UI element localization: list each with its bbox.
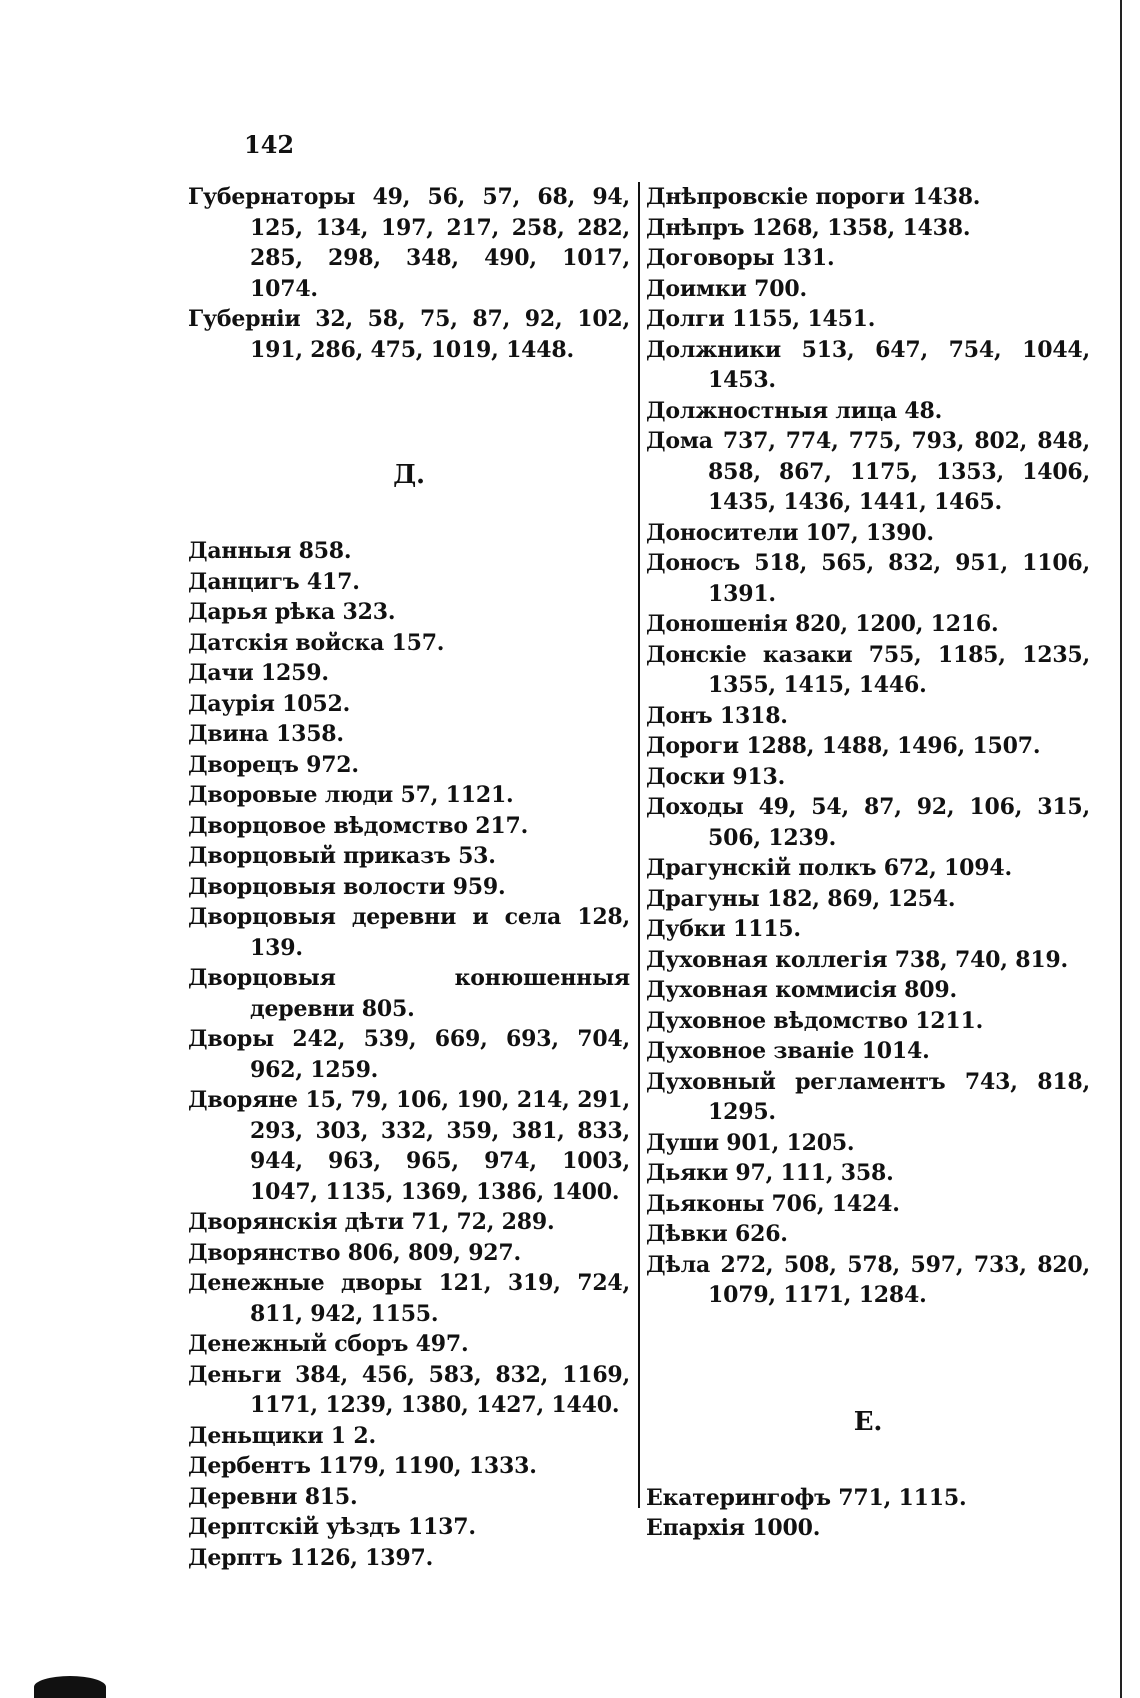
- index-entry: Деньги 384, 456, 583, 832, 1169, 1171, 1239, 1380, 1427, 1440.: [188, 1361, 630, 1418]
- index-entry: Губернаторы 49, 56, 57, 68, 94, 125, 134, 197, 217, 258, 282, 285, 298, 348, 490, 1017, 1074.: [188, 184, 630, 302]
- index-entry: Дарья рѣка 323.: [188, 599, 396, 625]
- index-entry: Дворцовыя деревни и села 128, 139.: [188, 904, 630, 961]
- index-entry: Донъ 1318.: [646, 702, 788, 729]
- index-entry: Дворцовыя волости 959.: [188, 873, 506, 900]
- index-entry: Днѣпровскіе пороги 1438.: [646, 184, 981, 210]
- right-entries-group-1: [646, 182, 1090, 1311]
- index-entry: Дьяконы 706, 1424.: [646, 1190, 900, 1217]
- index-entry: Дворцовый приказъ 53.: [188, 843, 496, 869]
- index-entry: Дворцовыя конюшенныя деревни 805.: [188, 965, 630, 1022]
- index-entry: Деревни 815.: [188, 1483, 358, 1510]
- index-entry: Доимки 700.: [646, 275, 807, 302]
- index-entry: Души 901, 1205.: [646, 1129, 855, 1156]
- index-entry: Дербентъ 1179, 1190, 1333.: [188, 1453, 537, 1479]
- index-entry: Дворовые люди 57, 1121.: [188, 782, 514, 808]
- index-entry: Датскія войска 157.: [188, 629, 445, 656]
- index-entry: Дворы 242, 539, 669, 693, 704, 962, 1259.: [188, 1026, 630, 1083]
- index-entry: Доски 913.: [646, 763, 786, 790]
- right-entries-group-2: [646, 1483, 1090, 1544]
- index-entry: Днѣпръ 1268, 1358, 1438.: [646, 214, 971, 241]
- index-entry: Дерптъ 1126, 1397.: [188, 1544, 434, 1571]
- index-entry: Долги 1155, 1451.: [646, 306, 876, 332]
- index-entry: Денежный сборъ 497.: [188, 1331, 469, 1357]
- index-entry: Дачи 1259.: [188, 660, 329, 686]
- index-entry: Доносители 107, 1390.: [646, 519, 934, 546]
- index-entry: Драгунскій полкъ 672, 1094.: [646, 855, 1012, 881]
- index-entry: Данцигъ 417.: [188, 568, 360, 595]
- index-entry: Дома 737, 774, 775, 793, 802, 848, 858, 867, 1175, 1353, 1406, 1435, 1436, 1441, 1465.: [646, 428, 1090, 515]
- index-entry: Епархія 1000.: [646, 1515, 821, 1541]
- index-entry: Должностныя лица 48.: [646, 397, 943, 424]
- index-entry: Денежные дворы 121, 319, 724, 811, 942, 1155.: [188, 1270, 630, 1327]
- index-entry: Духовное званіе 1014.: [646, 1038, 930, 1064]
- left-column: Губернаторы 49, 56, 57, 68, 94, 125, 134, 197, 217, 258, 282, 285, 298, 348, 490, 1017, 1074. Губерніи 32, 58, 75, 87, 92, 102, 191, 286, 475, 1019, 1448. Д. Данныя 858. Данцигъ 417. Дарья рѣка 323. Датскія войска 157. Дачи 1259. Даурія 1052. Двина 1358. Дворецъ 972. Дворовые люди 57, 1121. Дворцовое вѣдомство 217. Дворцовый приказъ 53. Дворцовыя волости 959. Дворцовыя деревни и села 128, 139. Дворцовыя конюшенныя деревни 805. Дворы 242, 539, 669, 693, 704, 962, 1259. Дворяне 15, 79, 106, 190, 214, 291, 293, 303, 332, 359, 381, 833, 944, 963, 965, 974, 1003, 1047, 1135, 1369, 1386, 1400. Дворянскія дѣти 71, 72, 289. Дворянство 806, 809, 927. Денежные дворы 121, 319, 724, 811, 942, 1155. Денежный сборъ 497. Деньги 384, 456, 583, 832, 1169, 1171, 1239, 1380, 1427, 1440. Деньщики 1 2. Дербентъ 1179, 1190, 1333. Деревни 815. Дерптскій уѣздъ 1137. Дерптъ 1126, 1397.: [188, 182, 630, 1573]
- index-entry: Доношенія 820, 1200, 1216.: [646, 611, 999, 637]
- index-entry: Дворянство 806, 809, 927.: [188, 1239, 521, 1266]
- index-entry: Губерніи 32, 58, 75, 87, 92, 102, 191, 286, 475, 1019, 1448.: [188, 306, 630, 363]
- index-entry: Дѣла 272, 508, 578, 597, 733, 820, 1079, 1171, 1284.: [646, 1251, 1090, 1308]
- index-entry: Духовная коммисія 809.: [646, 977, 957, 1003]
- index-entry: Дубки 1115.: [646, 916, 801, 942]
- index-entry: Договоры 131.: [646, 245, 835, 271]
- index-entry: Дворянскія дѣти 71, 72, 289.: [188, 1209, 555, 1235]
- index-entry: Деньщики 1 2.: [188, 1422, 376, 1449]
- index-entry: Драгуны 182, 869, 1254.: [646, 885, 956, 912]
- index-entry: Дворяне 15, 79, 106, 190, 214, 291, 293, 303, 332, 359, 381, 833, 944, 963, 965, 974, 1003, 1047, 1135, 1369, 1386, 1400.: [188, 1087, 630, 1205]
- index-entry: Духовный регламентъ 743, 818, 1295.: [646, 1068, 1090, 1125]
- index-entry: Двина 1358.: [188, 721, 344, 747]
- index-entry: Донскіе казаки 755, 1185, 1235, 1355, 1415, 1446.: [646, 641, 1090, 698]
- index-entry: Даурія 1052.: [188, 690, 351, 717]
- index-entry: Должники 513, 647, 754, 1044, 1453.: [646, 336, 1090, 393]
- page-edge-rule: [1120, 0, 1122, 1698]
- index-entry: Дворцовое вѣдомство 217.: [188, 812, 529, 839]
- page-number: 142: [244, 130, 295, 159]
- index-entry: Доносъ 518, 565, 832, 951, 1106, 1391.: [646, 550, 1090, 607]
- index-entry: Данныя 858.: [188, 538, 352, 564]
- index-entry: Дворецъ 972.: [188, 751, 359, 778]
- index-entry: Екатерингофъ 771, 1115.: [646, 1484, 967, 1511]
- index-entry: Дерптскій уѣздъ 1137.: [188, 1514, 476, 1540]
- right-column: Днѣпровскіе пороги 1438. Днѣпръ 1268, 1358, 1438. Договоры 131. Доимки 700. Долги 1155, 1451. Должники 513, 647, 754, 1044, 1453. Должностныя лица 48. Дома 737, 774, 775, 793, 802, 848, 858, 867, 1175, 1353, 1406, 1435, 1436, 1441, 1465. Доносители 107, 1390. Доносъ 518, 565, 832, 951, 1106, 1391. Доношенія 820, 1200, 1216. Донскіе казаки 755, 1185, 1235, 1355, 1415, 1446. Донъ 1318. Дороги 1288, 1488, 1496, 1507. Доски 913. Доходы 49, 54, 87, 92, 106, 315, 506, 1239. Драгунскій полкъ 672, 1094. Драгуны 182, 869, 1254. Дубки 1115. Духовная коллегія 738, 740, 819. Духовная коммисія 809. Духовное вѣдомство 1211. Духовное званіе 1014. Духовный регламентъ 743, 818, 1295. Души 901, 1205. Дьяки 97, 111, 358. Дьяконы 706, 1424. Дѣвки 626. Дѣла 272, 508, 578, 597, 733, 820, 1079, 1171, 1284. Е. Екатерингофъ 771, 1115. Епархія 1000.: [646, 182, 1090, 1544]
- index-entry: Духовное вѣдомство 1211.: [646, 1007, 984, 1034]
- left-entries-group-1: [188, 182, 630, 365]
- index-entry: Духовная коллегія 738, 740, 819.: [646, 946, 1068, 973]
- ink-blot: [34, 1676, 106, 1698]
- index-entry: Доходы 49, 54, 87, 92, 106, 315, 506, 1239.: [646, 794, 1090, 851]
- index-entry: Дороги 1288, 1488, 1496, 1507.: [646, 733, 1041, 759]
- index-entry: Дьяки 97, 111, 358.: [646, 1160, 894, 1186]
- left-entries-group-2: [188, 536, 630, 1573]
- index-entry: Дѣвки 626.: [646, 1221, 788, 1247]
- column-divider: [638, 182, 640, 1508]
